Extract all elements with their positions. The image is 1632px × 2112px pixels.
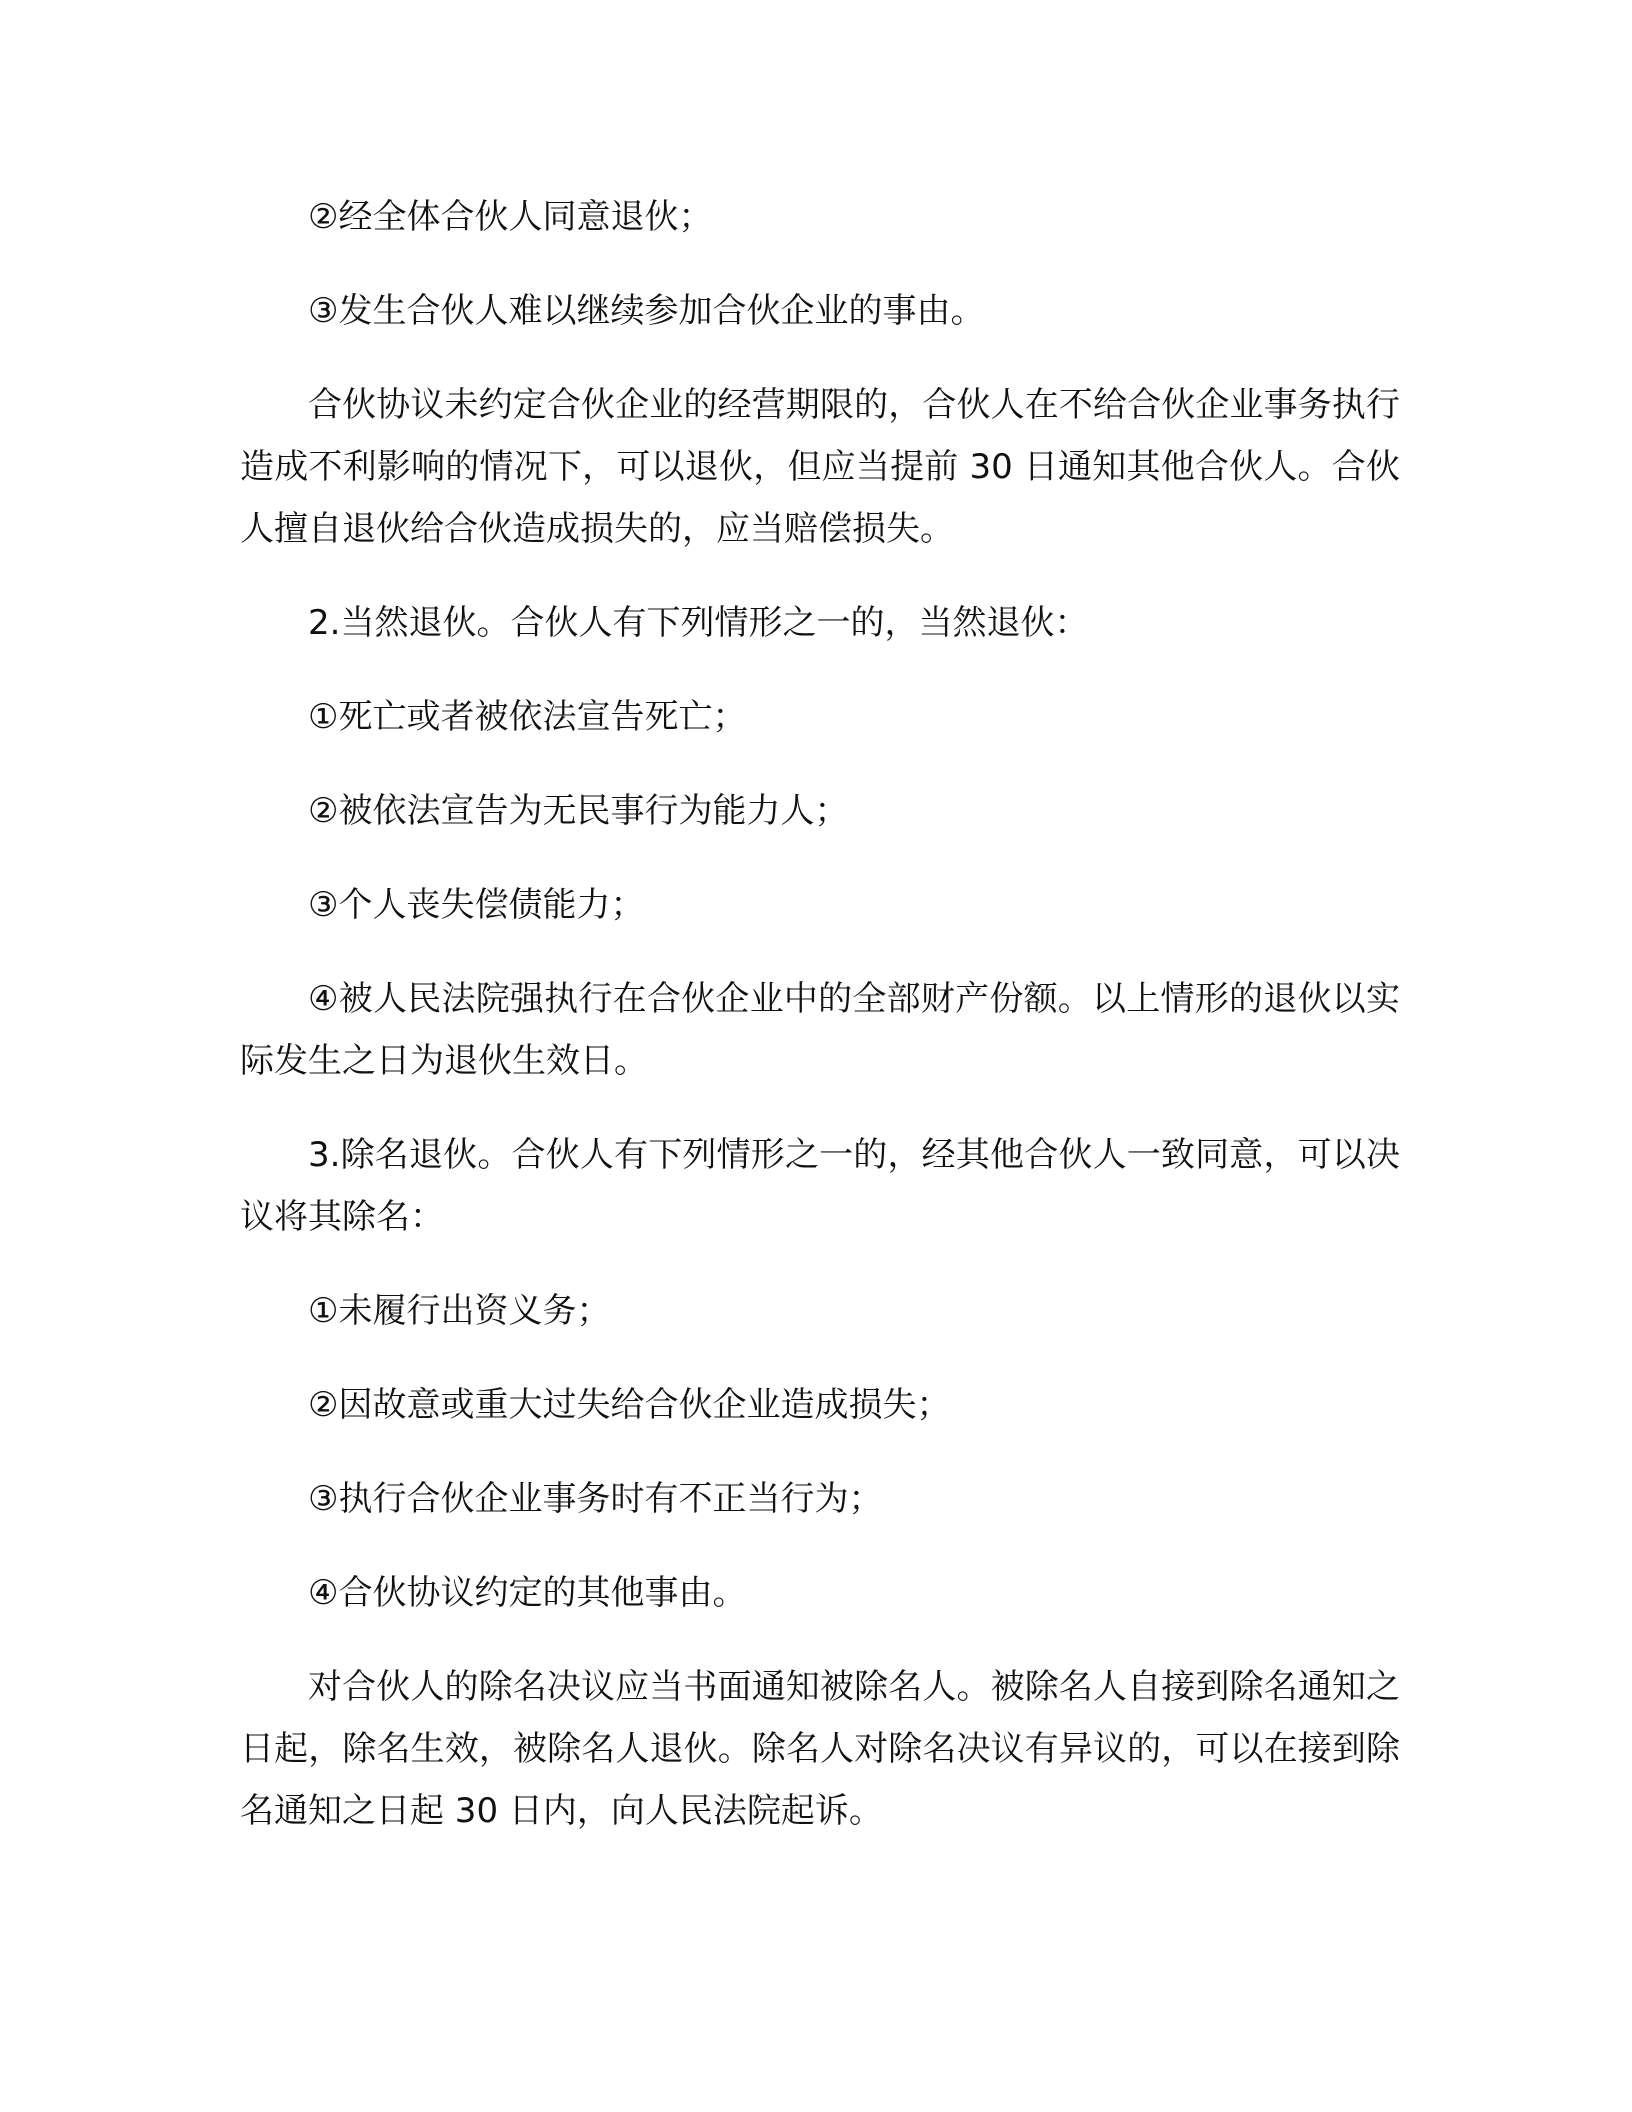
heading-automatic-withdrawal: 2.当然退伙。合伙人有下列情形之一的，当然退伙： bbox=[308, 603, 1089, 643]
paragraph-unspecified-term: 合伙协议未约定合伙企业的经营期限的，合伙人在不给合伙企业事务执行造成不利影响的情况下，可以退伙，但应当提前 30 日通知其他合伙人。合伙人擅自退伙给合伙造成损失的，应当赔偿损失。 bbox=[240, 385, 1400, 549]
list-item: ④合伙协议约定的其他事由。 bbox=[308, 1573, 747, 1613]
paragraph-expulsion-notice: 对合伙人的除名决议应当书面通知被除名人。被除名人自接到除名通知之日起，除名生效，被除名人退伙。除名人对除名决议有异议的，可以在接到除名通知之日起 30 日内，向人民法院起诉。 bbox=[240, 1667, 1400, 1831]
heading-expulsion-withdrawal: 3.除名退伙。合伙人有下列情形之一的，经其他合伙人一致同意，可以决议将其除名： bbox=[240, 1135, 1400, 1237]
list-item: ③个人丧失偿债能力； bbox=[308, 885, 645, 925]
document-body bbox=[240, 186, 1400, 1874]
list-item: ①死亡或者被依法宣告死亡； bbox=[308, 697, 747, 737]
list-item: ①未履行出资义务； bbox=[308, 1291, 611, 1331]
paragraph-withdrawal-consent: ②经全体合伙人同意退伙； bbox=[308, 197, 713, 237]
paragraph-withdrawal-cause: ③发生合伙人难以继续参加合伙企业的事由。 bbox=[308, 291, 985, 331]
list-item: ②被依法宣告为无民事行为能力人； bbox=[308, 791, 849, 831]
list-item: ④被人民法院强执行在合伙企业中的全部财产份额。以上情形的退伙以实际发生之日为退伙生效日。 bbox=[240, 979, 1400, 1081]
list-item: ②因故意或重大过失给合伙企业造成损失； bbox=[308, 1385, 951, 1425]
list-item: ③执行合伙企业事务时有不正当行为； bbox=[308, 1479, 883, 1519]
